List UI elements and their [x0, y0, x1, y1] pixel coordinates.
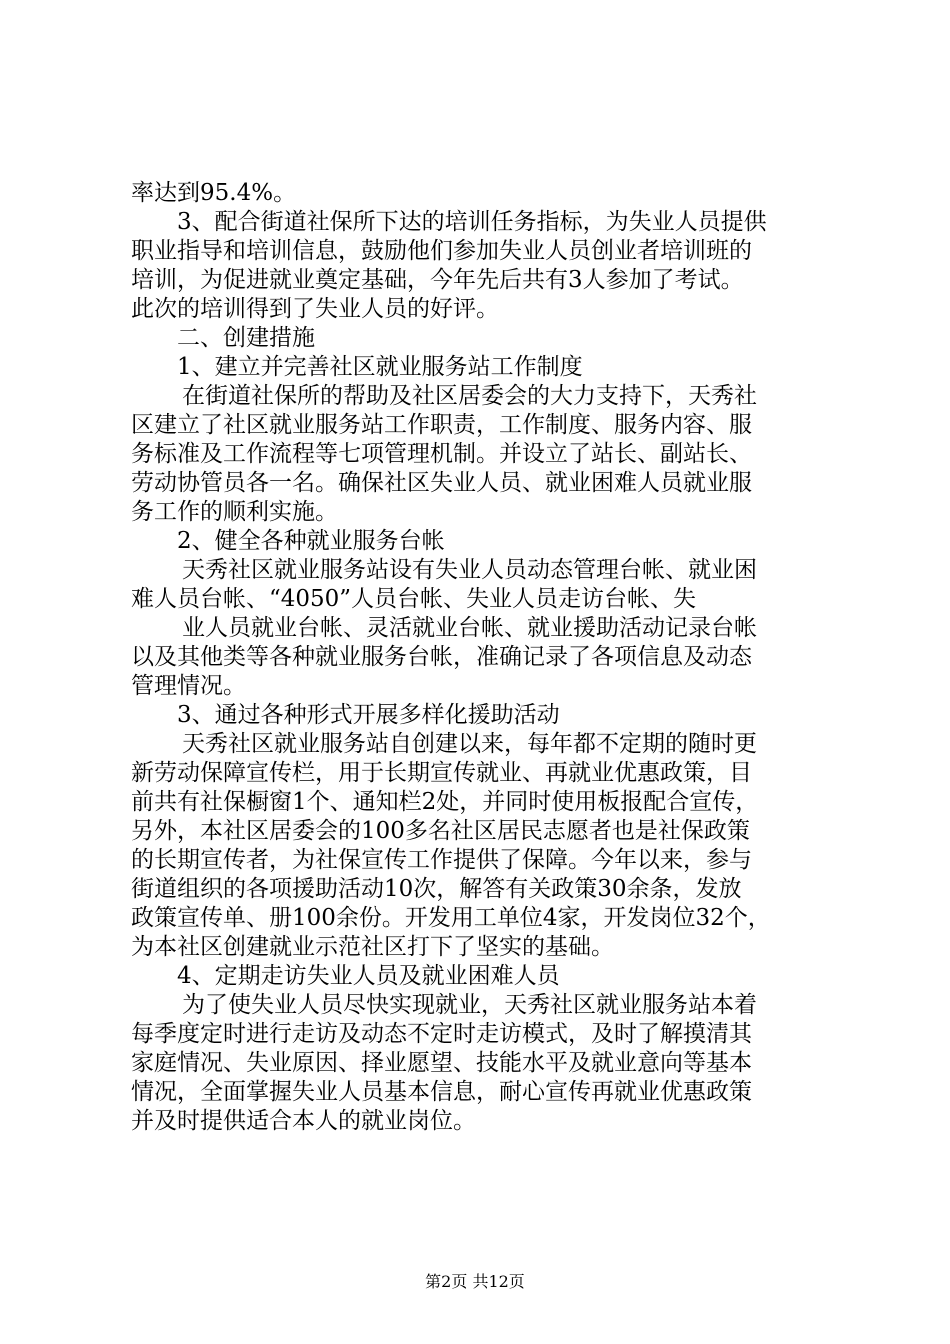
text-line: 培训，为促进就业奠定基础，今年先后共有3人参加了考试。: [131, 267, 744, 293]
text-line: 区建立了社区就业服务站工作职责，工作制度、服务内容、服: [131, 412, 752, 438]
text-line: 3、配合街道社保所下达的培训任务指标，为失业人员提供: [177, 209, 767, 235]
text-line: 务标准及工作流程等七项管理机制。并设立了站长、副站长、: [131, 441, 752, 467]
text-line: 街道组织的各项援助活动10次，解答有关政策30余条，发放: [131, 876, 742, 902]
text-line: 此次的培训得到了失业人员的好评。: [131, 296, 499, 322]
text-line: 业人员就业台帐、灵活就业台帐、就业援助活动记录台帐: [182, 615, 757, 641]
subsection-heading: 4、定期走访失业人员及就业困难人员: [177, 963, 560, 989]
text-line: 并及时提供适合本人的就业岗位。: [131, 1108, 476, 1134]
subsection-heading: 1、建立并完善社区就业服务站工作制度: [177, 354, 583, 380]
text-line: 另外，本社区居委会的100多名社区居民志愿者也是社保政策: [131, 818, 750, 844]
text-line: 天秀社区就业服务站设有失业人员动态管理台帐、就业困: [182, 557, 757, 583]
text-line: 新劳动保障宣传栏，用于长期宣传就业、再就业优惠政策，目: [131, 760, 752, 786]
text-line: 在街道社保所的帮助及社区居委会的大力支持下，天秀社: [182, 383, 757, 409]
text-line: 前共有社保橱窗1个、通知栏2处，并同时使用板报配合宣传，: [131, 789, 759, 815]
page-number-footer: 第2页 共12页: [425, 1272, 525, 1291]
text-line: 天秀社区就业服务站自创建以来，每年都不定期的随时更: [182, 731, 757, 757]
text-line: 为了使失业人员尽快实现就业，天秀社区就业服务站本着: [182, 992, 757, 1018]
subsection-heading: 2、健全各种就业服务台帐: [177, 528, 445, 554]
text-line: 每季度定时进行走访及动态不定时走访模式，及时了解摸清其: [131, 1021, 752, 1047]
text-line: 职业指导和培训信息，鼓励他们参加失业人员创业者培训班的: [131, 238, 752, 264]
text-line: 情况，全面掌握失业人员基本信息，耐心宣传再就业优惠政策: [131, 1079, 752, 1105]
text-line: 家庭情况、失业原因、择业愿望、技能水平及就业意向等基本: [131, 1050, 752, 1076]
text-line: 率达到95.4%。: [131, 180, 297, 206]
text-line: 劳动协管员各一名。确保社区失业人员、就业困难人员就业服: [131, 470, 752, 496]
section-heading: 二、创建措施: [177, 325, 315, 351]
text-line: 务工作的顺利实施。: [131, 499, 338, 525]
subsection-heading: 3、通过各种形式开展多样化援助活动: [177, 702, 560, 728]
text-line: 难人员台帐、“4050”人员台帐、失业人员走访台帐、失: [131, 586, 697, 612]
text-line: 政策宣传单、册100余份。开发用工单位4家，开发岗位32个，: [131, 905, 771, 931]
text-line: 的长期宣传者，为社保宣传工作提供了保障。今年以来，参与: [131, 847, 752, 873]
text-line: 为本社区创建就业示范社区打下了坚实的基础。: [131, 934, 614, 960]
text-line: 以及其他类等各种就业服务台帐，准确记录了各项信息及动态: [131, 644, 752, 670]
text-line: 管理情况。: [131, 673, 246, 699]
